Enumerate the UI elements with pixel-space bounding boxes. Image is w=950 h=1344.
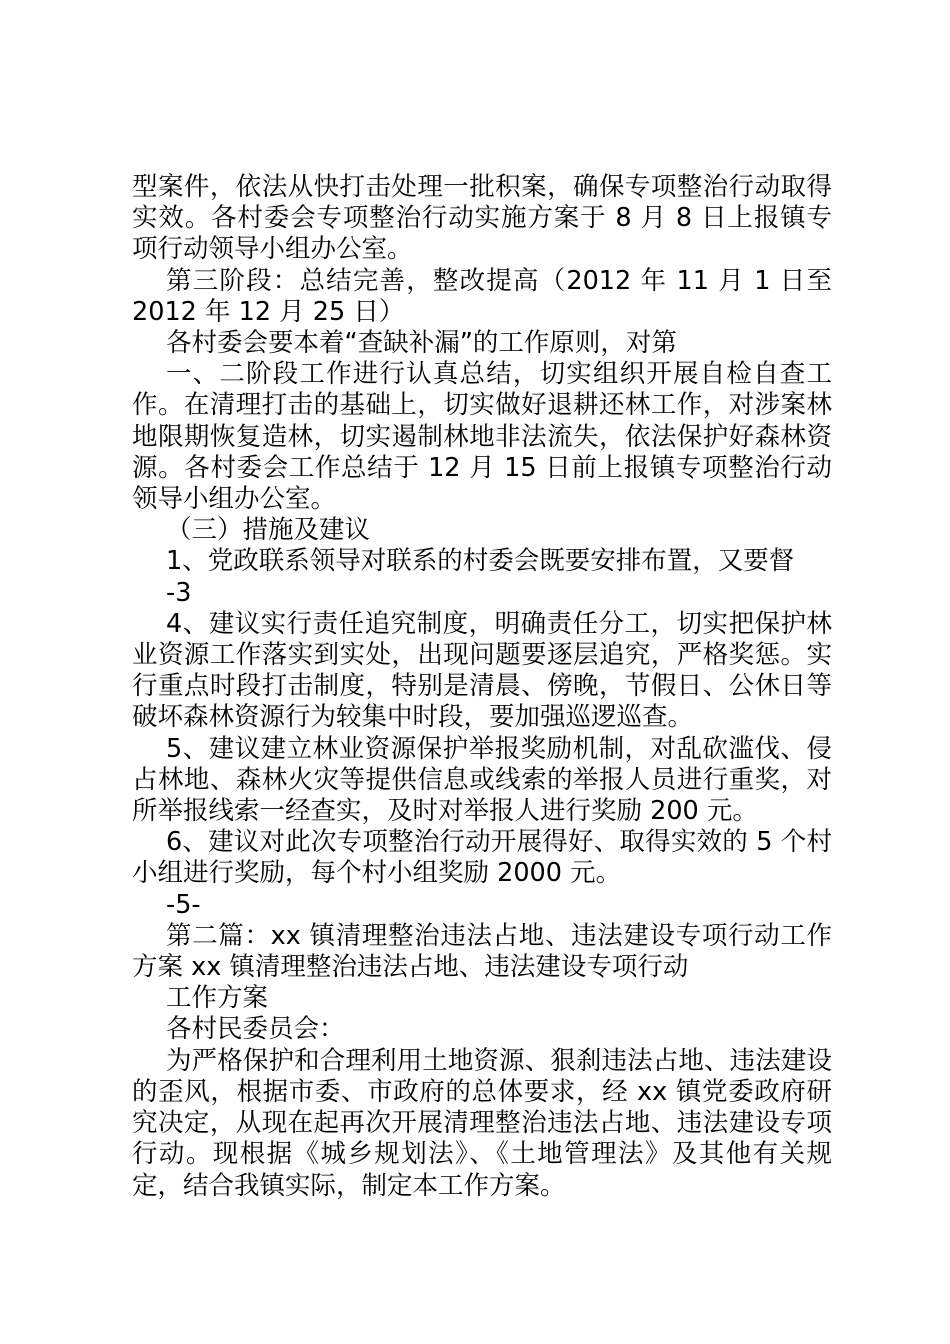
page-number-5: -5- xyxy=(166,889,201,920)
chapter-title: 第二篇：xx 镇清理整治违法占地、违法建设专项行动工作方案 xx 镇清理整治违法占地、违法建设专项行动 xyxy=(132,920,832,983)
section-heading-measures: （三）措施及建议 xyxy=(166,515,371,546)
paragraph-8: 4、建议实行责任追究制度，明确责任分工，切实把保护林业资源工作落实到实处，出现问题要逐层追究，严格奖惩。实行重点时段打击制度，特别是清晨、傍晚，节假日、公休日等破坏森林资源行为较集中时段，要加强巡逻巡查。 xyxy=(132,608,832,733)
paragraph-15: 为严格保护和合理利用土地资源、狠刹违法占地、违法建设的歪风，根据市委、市政府的总体要求，经 xx 镇党委政府研究决定，从现在起再次开展清理整治违法占地、违法建设专项行动。现根据《城乡规划法》、《土地管理法》及其他有关规定，结合我镇实际，制定本工作方案。 xyxy=(132,1045,832,1201)
paragraph-9: 5、建议建立林业资源保护举报奖励机制，对乱砍滥伐、侵占林地、森林火灾等提供信息或线索的举报人员进行重奖，对所举报线索一经查实，及时对举报人进行奖励 200 元。 xyxy=(132,733,832,827)
paragraph-10: 6、建议对此次专项整治行动开展得好、取得实效的 5 个村小组进行奖励，每个村小组奖励 2000 元。 xyxy=(132,827,832,889)
paragraph-4: 一、二阶段工作进行认真总结，切实组织开展自检自查工作。在清理打击的基础上，切实做好退耕还林工作，对涉案林地限期恢复造林，切实遏制林地非法流失，依法保护好森林资源。各村委会工作总结于 12 月 15 日前上报镇专项整治行动领导小组办公室。 xyxy=(132,359,832,515)
paragraph-1: 型案件，依法从快打击处理一批积案，确保专项整治行动取得实效。各村委会专项整治行动实施方案于 8 月 8 日上报镇专项行动领导小组办公室。 xyxy=(132,172,832,265)
work-plan-title: 工作方案 xyxy=(166,983,269,1014)
salutation: 各村民委员会： xyxy=(166,1014,345,1045)
paragraph-2: 第三阶段：总结完善，整改提高（2012 年 11 月 1 日至 2012 年 12 月 25 日） xyxy=(132,265,832,327)
paragraph-3: 各村委会要本着“查缺补漏”的工作原则，对第 xyxy=(166,328,677,359)
paragraph-6: 1、党政联系领导对联系的村委会既要安排布置，又要督 xyxy=(166,546,795,577)
page-number-3: -3 xyxy=(166,577,192,608)
document-page xyxy=(132,172,832,1202)
